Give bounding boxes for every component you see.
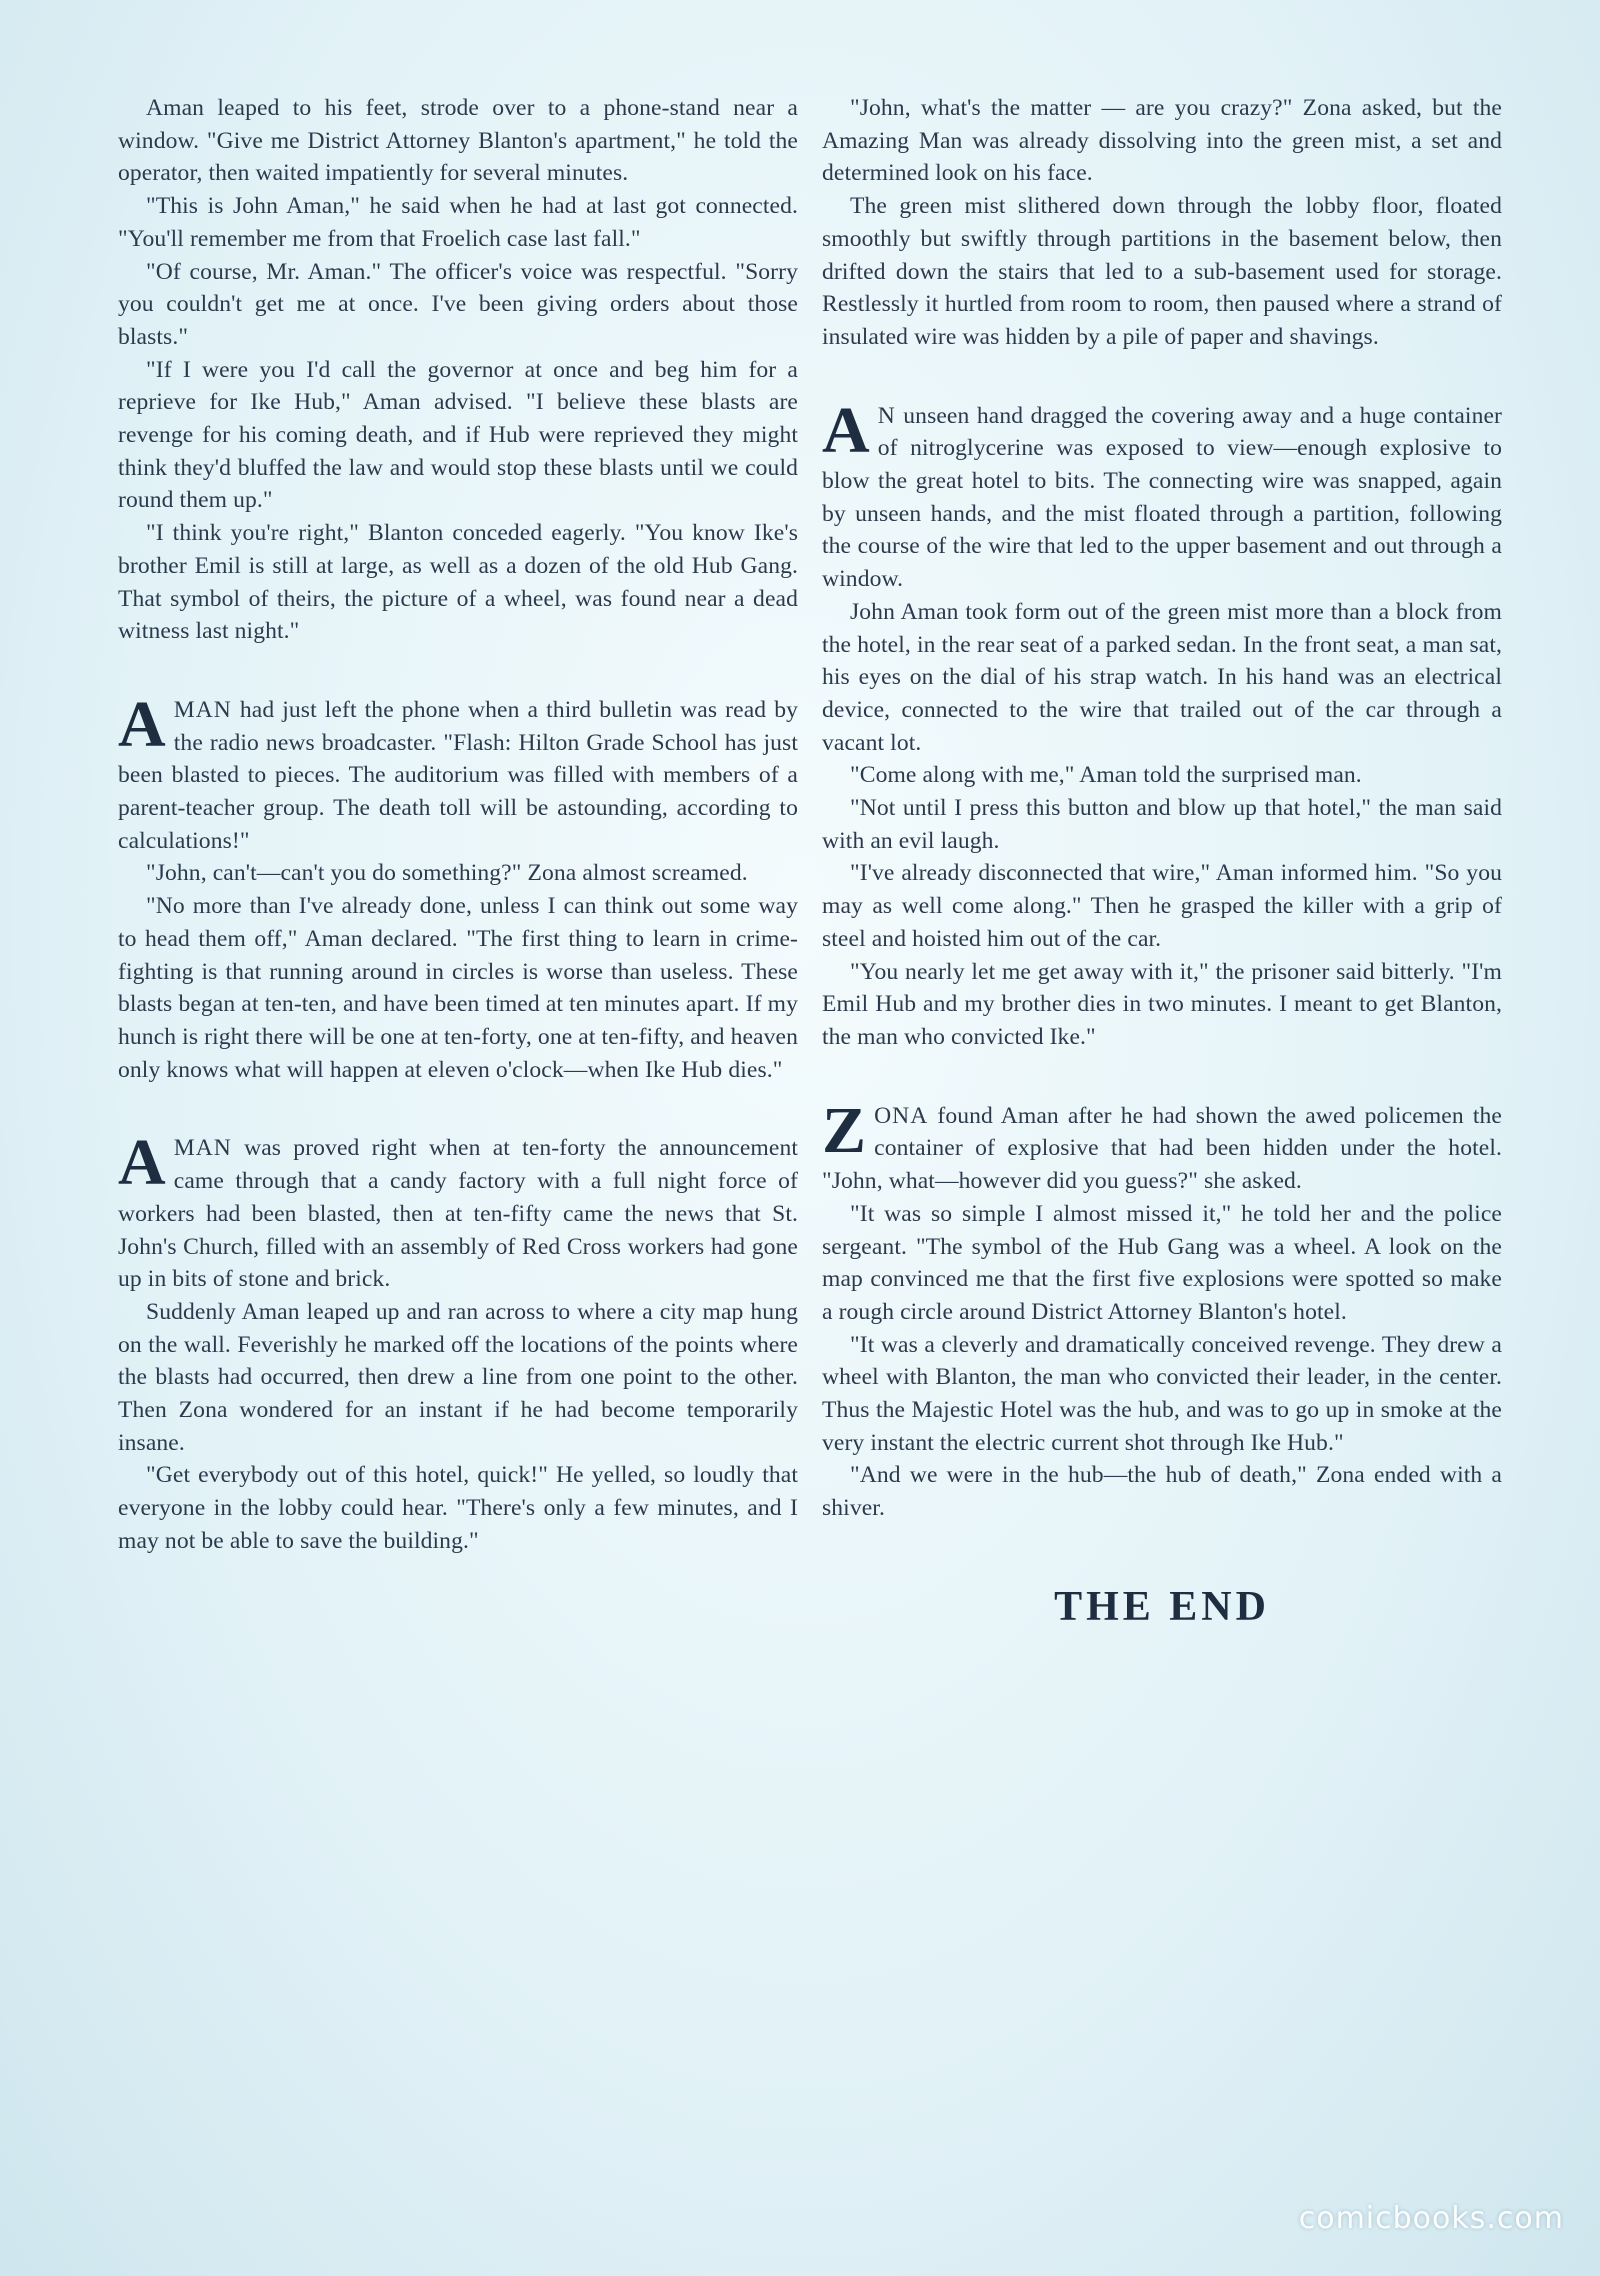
paragraph: John Aman took form out of the green mist more than a block from the hotel, in the rear seat of a parked sedan. In the front seat, a man sat, his eyes on the dial of his strap watch. In his hand was an electrical device, connected to the wire that trailed out of the car through a vacant lot.: [822, 598, 1502, 756]
section-opening-paragraph: [118, 1126, 798, 1296]
lead-in-word: ONA: [874, 1102, 929, 1129]
drop-cap: A: [118, 1126, 166, 1200]
drop-cap: Z: [822, 1093, 867, 1167]
drop-cap: A: [118, 687, 166, 761]
lead-in-word: MAN: [173, 696, 232, 723]
lead-in-word: N: [877, 402, 896, 429]
paragraph: "I think you're right," Blanton conceded eagerly. "You know Ike's brother Emil is still at large, as well as a dozen of the old Hub Gang. That symbol of theirs, the picture of a wheel, was found near a dead witness last night.": [118, 520, 798, 645]
paragraph-text: was proved right when at ten-forty the announcement came through that a candy factory with a full night force of workers had been blasted, then at ten-fifty came the news that St. John's Church, filled with an assembly of Red Cross workers had gone up in bits of stone and brick.: [118, 1135, 798, 1293]
drop-cap: A: [822, 393, 870, 467]
left-column: [118, 92, 798, 1558]
paragraph-text: unseen hand dragged the covering away and a huge container of nitroglycerine was exposed to view—enough explosive to blow the great hotel to bits. The connecting wire was snapped, again by unseen hands, and the mist floated through a partition, following the course of the wire that led to the upper basement and out through a window.: [822, 402, 1502, 593]
section-opening-paragraph: [822, 1093, 1502, 1198]
paragraph: "This is John Aman," he said when he had at last got connected. "You'll remember me from that Froelich case last fall.": [118, 193, 798, 252]
right-column: [822, 92, 1502, 1631]
the-end-heading: THE END: [1054, 1583, 1270, 1630]
paragraph: "John, can't—can't you do something?" Zona almost screamed.: [146, 860, 748, 887]
paragraph: Aman leaped to his feet, strode over to a phone-stand near a window. "Give me District Attorney Blanton's apartment," he told the operator, then waited impatiently for several minutes.: [118, 95, 798, 187]
paragraph: "Not until I press this button and blow up that hotel," the man said with an evil laugh.: [822, 795, 1502, 854]
paragraph: "And we were in the hub—the hub of death," Zona ended with a shiver.: [822, 1462, 1502, 1522]
section-opening-paragraph: [822, 393, 1502, 596]
paragraph: "No more than I've already done, unless I can think out some way to head them off," Aman declared. "The first thing to learn in crime-fighting is that running around in circles is worse than useless. These blasts began at ten-ten, and have been timed at ten minutes apart. If my hunch is right there will be one at ten-forty, one at ten-fifty, and heaven only knows what will happen at eleven o'clock—when Ike Hub dies.": [118, 893, 798, 1083]
paragraph: Suddenly Aman leaped up and ran across to where a city map hung on the wall. Feverishly he marked off the locations of the points where the blasts had occurred, then drew a line from one point to the other. Then Zona wondered for an instant if he had become temporarily insane.: [118, 1298, 798, 1456]
paragraph: "Of course, Mr. Aman." The officer's voice was respectful. "Sorry you couldn't get me at once. I've been giving orders about those blasts.": [118, 258, 798, 350]
paragraph: "You nearly let me get away with it," the prisoner said bitterly. "I'm Emil Hub and my brother dies in two minutes. I meant to get Blanton, the man who convicted Ike.": [822, 958, 1502, 1050]
paragraph: "I've already disconnected that wire," Aman informed him. "So you may as well come along." Then he grasped the killer with a grip of steel and hoisted him out of the car.: [822, 860, 1502, 952]
paragraph: "Get everybody out of this hotel, quick!" He yelled, so loudly that everyone in the lobby could hear. "There's only a few minutes, and I may not be able to save the building.": [118, 1462, 798, 1554]
lead-in-word: MAN: [173, 1135, 232, 1162]
paragraph-text: had just left the phone when a third bulletin was read by the radio news broadcaster. "Flash: Hilton Grade School has just been blasted to pieces. The auditorium was filled with members of a parent-teacher group. The death toll will be astounding, according to calculations!": [118, 696, 798, 854]
paragraph: The green mist slithered down through the lobby floor, floated smoothly but swiftly through partitions in the basement below, then drifted down the stairs that led to a sub-basement used for storage. Restlessly it hurtled from room to room, then paused where a strand of insulated wire was hidden by a pile of paper and shavings.: [822, 193, 1502, 350]
paragraph: "It was so simple I almost missed it," he told her and the police sergeant. "The symbol of the Hub Gang was a wheel. A look on the map convinced me that the first five explosions were spotted so make a rough circle around District Attorney Blanton's hotel.: [822, 1200, 1502, 1325]
paragraph-text: found Aman after he had shown the awed policemen the container of explosive that had been hidden under the hotel. "John, what—however did you guess?" she asked.: [822, 1102, 1502, 1195]
paragraph: "It was a cleverly and dramatically conceived revenge. They drew a wheel with Blanton, the man who convicted their leader, in the center. Thus the Majestic Hotel was the hub, and was to go up in smoke at the very instant the electric current shot through Ike Hub.": [822, 1331, 1502, 1456]
paragraph: "John, what's the matter — are you crazy?" Zona asked, but the Amazing Man was already dissolving into the green mist, a set and determined look on his face.: [822, 95, 1502, 187]
paragraph: "If I were you I'd call the governor at once and beg him for a reprieve for Ike Hub," Aman advised. "I believe these blasts are revenge for his coming death, and if Hub were reprieved they might think they'd bluffed the law and would stop these blasts until we could round them up.": [118, 356, 798, 514]
site-watermark: comicbooks.com: [1298, 2201, 1564, 2236]
paragraph: "Come along with me," Aman told the surprised man.: [850, 762, 1362, 789]
section-opening-paragraph: [118, 687, 798, 858]
